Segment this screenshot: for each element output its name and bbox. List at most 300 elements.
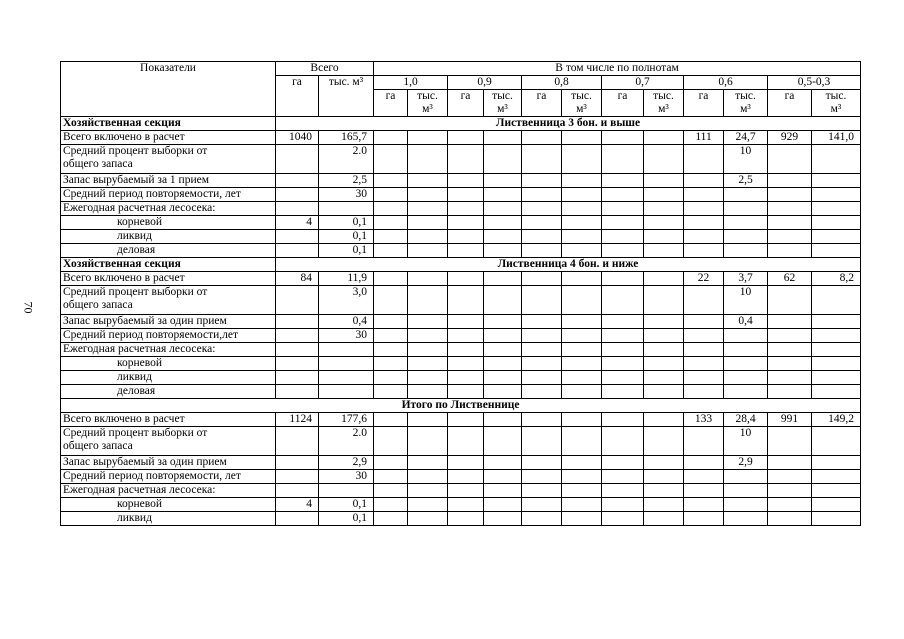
table-cell [768,470,812,484]
table-cell [768,343,812,357]
table-row [61,484,861,498]
subheader-m3: м³ [658,103,669,115]
header-density-6: 0,5-0,3 [768,76,861,90]
table-cell [484,470,522,484]
table-cell [484,230,522,244]
header-total-ha: га [276,76,319,117]
table-cell [812,329,861,343]
table-cell [644,343,684,357]
table-cell [522,343,562,357]
table-cell [724,343,768,357]
table-cell [768,230,812,244]
table-cell [684,216,724,230]
row-label-line1: Средний процент выборки от [63,145,208,157]
table-cell [562,385,602,399]
table-cell [408,202,448,216]
table-cell [812,202,861,216]
table-cell [562,188,602,202]
table-cell [484,498,522,512]
table-cell [684,202,724,216]
table-cell: 28,4 [724,413,768,427]
table-cell [644,413,684,427]
table-row [61,498,861,512]
subheader-thous: тыс. [417,90,438,102]
table-cell [448,329,484,343]
row-label: Ежегодная расчетная лесосека: [61,343,276,357]
table-cell [684,286,724,315]
table-cell [276,343,319,357]
table-cell [448,145,484,174]
table-cell [408,498,448,512]
table-cell [644,512,684,526]
subheader-thous-m3 [644,90,684,117]
table-cell [484,188,522,202]
table-cell [276,371,319,385]
table-cell [408,230,448,244]
table-cell [448,371,484,385]
table-cell [602,216,644,230]
row-label: корневой [61,498,276,512]
table-cell: 84 [276,272,319,286]
table-cell [522,315,562,329]
table-cell [448,272,484,286]
section-header-row [61,117,861,131]
row-label [61,286,276,315]
table-cell [408,315,448,329]
table-cell [374,427,408,456]
table-cell [684,230,724,244]
table-cell [522,188,562,202]
table-cell: 0,1 [319,244,374,258]
subheader-m3: м³ [422,103,433,115]
table-cell [684,145,724,174]
table-cell [768,216,812,230]
table-cell [644,329,684,343]
table-cell [408,371,448,385]
table-cell: 0,1 [319,230,374,244]
subheader-ha: га [374,90,408,117]
section-label: Хозяйственная секция [61,258,276,272]
row-label: ликвид [61,512,276,526]
table-cell [522,174,562,188]
table-cell [562,216,602,230]
table-cell [374,315,408,329]
table-cell [319,343,374,357]
subheader-m3: м³ [830,103,842,115]
table-cell [319,484,374,498]
row-label: корневой [61,216,276,230]
table-cell [484,174,522,188]
table-cell [408,286,448,315]
table-row [61,385,861,399]
table-cell [408,145,448,174]
section-header-row [61,399,861,413]
table-cell [408,357,448,371]
row-label: ликвид [61,230,276,244]
table-cell [684,385,724,399]
table-cell [562,343,602,357]
table-row [61,427,861,456]
table-cell [522,456,562,470]
subheader-thous: тыс. [571,90,592,102]
table-row [61,188,861,202]
table-cell [484,484,522,498]
table-cell [374,498,408,512]
table-cell [812,498,861,512]
table-cell [484,286,522,315]
table-cell [602,343,644,357]
table-cell: 2,9 [724,456,768,470]
table-cell [522,484,562,498]
header-density-2: 0,9 [448,76,522,90]
table-cell: 24,7 [724,131,768,145]
table-cell: 3,7 [724,272,768,286]
row-label: Запас вырубаемый за один прием [61,456,276,470]
table-cell [484,371,522,385]
table-row [61,244,861,258]
table-cell [602,315,644,329]
row-label: деловая [61,385,276,399]
table-cell: 0,1 [319,216,374,230]
table-cell [768,427,812,456]
table-cell [448,230,484,244]
table-cell [562,484,602,498]
table-cell [484,216,522,230]
row-label-line1: Средний процент выборки от [63,427,208,439]
table-cell [644,188,684,202]
table-cell [276,244,319,258]
table-cell [276,357,319,371]
table-cell [812,230,861,244]
table-cell [562,329,602,343]
table-cell [484,145,522,174]
table-cell [374,385,408,399]
table-cell [448,286,484,315]
table-cell [768,498,812,512]
subheader-thous: тыс. [735,90,756,102]
row-label-line2: общего запаса [63,299,133,311]
table-cell: 8,2 [812,272,861,286]
row-label: Ежегодная расчетная лесосека: [61,484,276,498]
table-cell [374,343,408,357]
table-cell [562,427,602,456]
row-label: Запас вырубаемый за 1 прием [61,174,276,188]
table-cell [602,470,644,484]
table-cell [276,315,319,329]
table-cell [408,216,448,230]
table-cell [724,357,768,371]
table-cell [644,456,684,470]
table-cell [724,512,768,526]
table-cell [374,272,408,286]
table-cell [408,329,448,343]
table-cell [276,470,319,484]
section-total-title: Итого по Лиственнице [61,399,861,413]
subheader-ha: га [684,90,724,117]
subheader-ha: га [522,90,562,117]
table-cell [768,145,812,174]
table-cell: 2,5 [724,174,768,188]
table-cell: 2,5 [319,174,374,188]
table-cell [768,188,812,202]
table-cell [602,145,644,174]
table-row [61,357,861,371]
table-cell [522,498,562,512]
table-cell [448,244,484,258]
table-cell: 165,7 [319,131,374,145]
table-cell [448,498,484,512]
table-cell: 0,4 [319,315,374,329]
section-label: Хозяйственная секция [61,117,276,131]
table-cell: 22 [684,272,724,286]
table-cell [408,244,448,258]
table-cell [812,343,861,357]
table-cell [484,385,522,399]
table-cell: 991 [768,413,812,427]
table-cell [562,315,602,329]
table-cell [374,357,408,371]
table-cell [768,385,812,399]
table-cell [522,427,562,456]
table-cell [684,329,724,343]
table-cell [276,329,319,343]
table-cell [724,244,768,258]
table-cell [602,385,644,399]
table-cell [644,315,684,329]
table-cell [448,456,484,470]
table-cell [644,131,684,145]
table-cell [276,512,319,526]
row-label [61,427,276,456]
table-cell [562,512,602,526]
table-cell [522,413,562,427]
header-total-thous-m3: тыс. м³ [319,76,374,117]
table-cell [484,202,522,216]
table-cell [562,470,602,484]
table-cell [602,329,644,343]
table-cell [644,286,684,315]
table-cell: 0,1 [319,498,374,512]
table-cell [684,427,724,456]
table-cell [522,202,562,216]
table-cell [812,385,861,399]
table-cell [768,286,812,315]
table-cell: 149,2 [812,413,861,427]
table-cell: 2.0 [319,145,374,174]
table-cell [684,371,724,385]
table-cell [374,413,408,427]
table-row [61,286,861,315]
table-cell [374,216,408,230]
table-cell: 111 [684,131,724,145]
table-cell [724,470,768,484]
table-cell: 62 [768,272,812,286]
table-cell [484,131,522,145]
table-row [61,272,861,286]
table-cell [768,484,812,498]
table-cell: 1040 [276,131,319,145]
table-cell [644,272,684,286]
subheader-ha: га [602,90,644,117]
table-cell [448,343,484,357]
table-cell [644,357,684,371]
table-cell [812,512,861,526]
row-label-line1: Средний процент выборки от [63,286,208,298]
table-cell [484,512,522,526]
table-cell [644,244,684,258]
table-cell [812,174,861,188]
table-cell [276,188,319,202]
table-row [61,371,861,385]
table-cell [812,188,861,202]
header-total: Всего [276,62,374,76]
table-cell [374,230,408,244]
header-indicators: Показатели [61,62,276,117]
table-cell [276,484,319,498]
table-cell [522,512,562,526]
table-cell [522,470,562,484]
table-cell [602,174,644,188]
table-row [61,131,861,145]
table-cell [374,512,408,526]
table-cell [602,498,644,512]
table-cell [812,484,861,498]
table-row [61,456,861,470]
table-cell [408,385,448,399]
row-label: корневой [61,357,276,371]
table-cell [562,498,602,512]
table-row [61,470,861,484]
table-cell [644,484,684,498]
table-row [61,145,861,174]
header-density-5: 0,6 [684,76,768,90]
table-cell: 177,6 [319,413,374,427]
table-cell [562,371,602,385]
table-cell [276,145,319,174]
row-label: деловая [61,244,276,258]
table-cell [374,174,408,188]
header-density-3: 0,8 [522,76,602,90]
table-cell [408,272,448,286]
table-cell [374,329,408,343]
table-cell [408,174,448,188]
table-cell [768,456,812,470]
table-cell [448,357,484,371]
table-cell [522,272,562,286]
table-cell [276,174,319,188]
table-cell [602,357,644,371]
table-cell [522,131,562,145]
table-cell [602,484,644,498]
table-cell [319,371,374,385]
table-row [61,202,861,216]
table-cell [484,315,522,329]
page-number: 70 [21,301,36,314]
subheader-thous-m3 [724,90,768,117]
table-cell: 2.0 [319,427,374,456]
table-cell [724,498,768,512]
table-cell [374,456,408,470]
subheader-thous-m3 [812,90,861,117]
table-cell [408,413,448,427]
table-cell [602,244,644,258]
subheader-m3: м³ [497,103,508,115]
table-row [61,230,861,244]
table-cell: 929 [768,131,812,145]
table-cell [522,216,562,230]
table-row [61,343,861,357]
table-cell [724,230,768,244]
table-cell [602,272,644,286]
table-cell [602,456,644,470]
table-cell [812,145,861,174]
table-cell [768,357,812,371]
row-label: Всего включено в расчет [61,413,276,427]
table-cell [684,456,724,470]
table-cell [724,371,768,385]
table-cell [522,145,562,174]
table-cell [684,498,724,512]
table-cell: 3,0 [319,286,374,315]
table-cell [374,202,408,216]
table-body [61,117,861,526]
table-cell [812,286,861,315]
table-cell [484,357,522,371]
table-cell [448,385,484,399]
table-cell [644,202,684,216]
table-cell [448,216,484,230]
table-cell [768,244,812,258]
header-density-4: 0,7 [602,76,684,90]
table-cell [522,244,562,258]
table-cell [374,131,408,145]
table-cell [484,427,522,456]
table-cell [374,188,408,202]
table-cell [644,427,684,456]
table-cell: 133 [684,413,724,427]
table-cell [768,371,812,385]
table-cell [684,174,724,188]
table-row [61,174,861,188]
table-cell [768,512,812,526]
table-cell [484,329,522,343]
table-cell [448,188,484,202]
table-cell [374,470,408,484]
table-cell: 11,9 [319,272,374,286]
table-cell [408,512,448,526]
table-cell [644,385,684,399]
table-cell [522,371,562,385]
table-cell: 30 [319,470,374,484]
table-cell [562,413,602,427]
table-row [61,413,861,427]
table-cell [602,512,644,526]
header-density-1: 1,0 [374,76,448,90]
subheader-m3: м³ [740,103,751,115]
table-cell [684,244,724,258]
table-cell [522,329,562,343]
row-label: Ежегодная расчетная лесосека: [61,202,276,216]
table-cell [408,343,448,357]
table-cell [276,286,319,315]
table-cell [448,131,484,145]
row-label: Запас вырубаемый за один прием [61,315,276,329]
row-label-line2: общего запаса [63,440,133,452]
table-cell [374,484,408,498]
table-cell [374,145,408,174]
subheader-thous: тыс. [492,90,513,102]
table-row [61,512,861,526]
